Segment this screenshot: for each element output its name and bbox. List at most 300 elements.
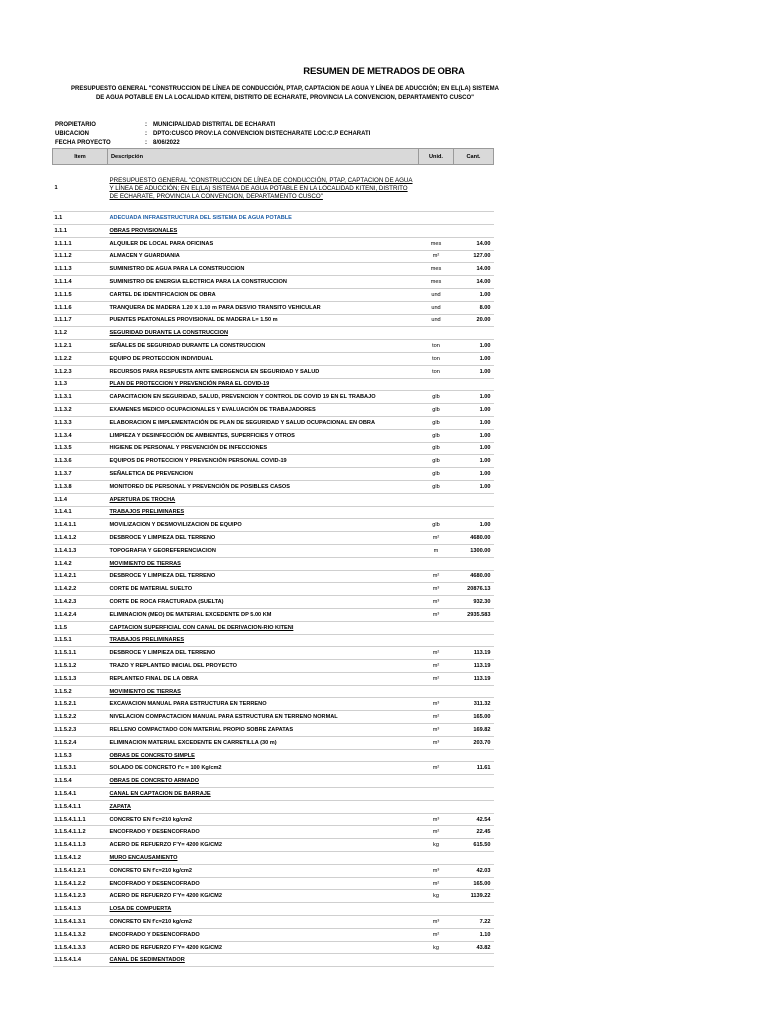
item-unit: m³ <box>419 813 454 826</box>
item-code: 1.1.5.4.1.2.2 <box>53 877 108 890</box>
table-row <box>53 877 494 890</box>
item-unit: ton <box>419 365 454 378</box>
item-description: EXCAVACION MANUAL PARA ESTRUCTURA EN TERRENO <box>108 698 419 711</box>
item-description: ACERO DE REFUERZO F'Y= 4200 KG/CM2 <box>108 839 419 852</box>
item-code: 1.1.5.2 <box>53 685 108 698</box>
item-description: TRAZO Y REPLANTEO INICIAL DEL PROYECTO <box>108 660 419 673</box>
item-unit: glb <box>419 404 454 417</box>
table-row <box>53 608 494 621</box>
item-description: RELLENO COMPACTADO CON MATERIAL PROPIO SOBRE ZAPATAS <box>108 724 419 737</box>
table-row <box>53 864 494 877</box>
item-unit <box>419 225 454 238</box>
item-code: 1.1.1.4 <box>53 276 108 289</box>
meta-colon: : <box>145 131 147 137</box>
item-code: 1.1.4.1.1 <box>53 519 108 532</box>
table-row <box>53 429 494 442</box>
table-row <box>53 672 494 685</box>
item-code: 1.1.5.4.1 <box>53 788 108 801</box>
table-row <box>53 404 494 417</box>
item-unit: mes <box>419 237 454 250</box>
item-code: 1.1.2.2 <box>53 352 108 365</box>
item-description: ELIMINACION (MEO) DE MATERIAL EXCEDENTE DP 5.00 KM <box>108 608 419 621</box>
item-description: MURO ENCAUSAMIENTO <box>108 852 419 865</box>
item-code: 1.1.5.3.1 <box>53 762 108 775</box>
table-row <box>53 519 494 532</box>
item-code: 1.1.1.2 <box>53 250 108 263</box>
item-unit: m² <box>419 672 454 685</box>
item-unit: glb <box>419 468 454 481</box>
item-unit: m² <box>419 928 454 941</box>
item-description: ACERO DE REFUERZO F'Y= 4200 KG/CM2 <box>108 941 419 954</box>
item-unit: m <box>419 544 454 557</box>
item-code: 1.1.2 <box>53 327 108 340</box>
table-row <box>53 327 494 340</box>
item-quantity <box>454 165 494 212</box>
table-row <box>53 903 494 916</box>
table-row <box>53 852 494 865</box>
table-row <box>53 391 494 404</box>
item-quantity: 8.00 <box>454 301 494 314</box>
item-code: 1.1.5.1.3 <box>53 672 108 685</box>
item-description: TRABAJOS PRELIMINARES <box>108 634 419 647</box>
item-description: NIVELACION COMPACTACION MANUAL PARA ESTRUCTURA EN TERRENO NORMAL <box>108 711 419 724</box>
item-description: TOPOGRAFIA Y GEOREFERENCIACION <box>108 544 419 557</box>
item-unit <box>419 852 454 865</box>
item-unit <box>419 327 454 340</box>
meta-label: UBICACION <box>55 131 89 137</box>
item-unit: glb <box>419 455 454 468</box>
item-quantity: 932.30 <box>454 596 494 609</box>
table-row <box>53 314 494 327</box>
table-row <box>53 775 494 788</box>
item-quantity <box>454 634 494 647</box>
item-description: DESBROCE Y LIMPIEZA DEL TERRENO <box>108 647 419 660</box>
item-quantity: 4680.00 <box>454 532 494 545</box>
table-row <box>53 225 494 238</box>
item-description: ENCOFRADO Y DESENCOFRADO <box>108 928 419 941</box>
item-description: TRANQUERA DE MADERA 1.20 X 1.10 m PARA DESVIO TRANSITO VEHICULAR <box>108 301 419 314</box>
item-quantity <box>454 327 494 340</box>
item-description: PRESUPUESTO GENERAL "CONSTRUCCION DE LÍNEA DE CONDUCCIÓN, PTAP, CAPTACION DE AGUA Y LÍNEA DE ADUCCIÓN; EN EL(LA) SISTEMA DE AGUA POTABLE EN LA LOCALIDAD KITENI, DISTRITO DE ECHARATE, PROVINCIA LA CONVENCION, DEPARTAMENTO CUSCO" <box>108 165 419 212</box>
item-code: 1.1.4.2.3 <box>53 596 108 609</box>
table-row <box>53 711 494 724</box>
header-description: Descripción <box>108 149 419 165</box>
item-unit <box>419 506 454 519</box>
item-description: ZAPATA <box>108 800 419 813</box>
item-quantity: 1.00 <box>454 391 494 404</box>
item-unit <box>419 165 454 212</box>
item-quantity: 1.00 <box>454 429 494 442</box>
item-description: CONCRETO EN f'c=210 kg/cm2 <box>108 813 419 826</box>
item-unit: ton <box>419 340 454 353</box>
item-quantity <box>454 685 494 698</box>
item-quantity: 127.00 <box>454 250 494 263</box>
table-row <box>53 544 494 557</box>
item-description: DESBROCE Y LIMPIEZA DEL TERRENO <box>108 532 419 545</box>
item-unit: kg <box>419 941 454 954</box>
item-code: 1.1.1.1 <box>53 237 108 250</box>
item-unit: glb <box>419 429 454 442</box>
item-code: 1.1.5.4.1.4 <box>53 954 108 967</box>
item-code: 1.1.3.7 <box>53 468 108 481</box>
item-quantity <box>454 852 494 865</box>
item-unit <box>419 557 454 570</box>
item-description: MOVIMIENTO DE TIERRAS <box>108 685 419 698</box>
item-code: 1.1.5.2.4 <box>53 736 108 749</box>
item-description: PLAN DE PROTECCION Y PREVENCIÓN PARA EL COVID-19 <box>108 378 419 391</box>
item-quantity <box>454 506 494 519</box>
item-code: 1.1.3.8 <box>53 480 108 493</box>
item-quantity: 14.00 <box>454 276 494 289</box>
item-unit <box>419 493 454 506</box>
item-unit <box>419 621 454 634</box>
table-row <box>53 928 494 941</box>
item-unit: m³ <box>419 583 454 596</box>
item-code: 1 <box>53 165 108 212</box>
table-row <box>53 378 494 391</box>
meta-label: PROPIETARIO <box>55 122 96 128</box>
table-row <box>53 762 494 775</box>
item-quantity <box>454 212 494 225</box>
item-quantity <box>454 788 494 801</box>
table-row <box>53 165 494 212</box>
table-row <box>53 301 494 314</box>
item-description: CONCRETO EN f'c=210 kg/cm2 <box>108 916 419 929</box>
table-row <box>53 954 494 967</box>
item-unit: m³ <box>419 608 454 621</box>
item-code: 1.1.4.1.2 <box>53 532 108 545</box>
table-row <box>53 570 494 583</box>
item-quantity <box>454 775 494 788</box>
item-unit: m³ <box>419 596 454 609</box>
table-row <box>53 596 494 609</box>
item-unit <box>419 212 454 225</box>
item-description: OBRAS DE CONCRETO ARMADO <box>108 775 419 788</box>
item-code: 1.1.3 <box>53 378 108 391</box>
item-description: MOVILIZACION Y DESMOVILIZACION DE EQUIPO <box>108 519 419 532</box>
table-row <box>53 621 494 634</box>
table-row <box>53 416 494 429</box>
item-code: 1.1.3.1 <box>53 391 108 404</box>
item-quantity: 43.82 <box>454 941 494 954</box>
table-row <box>53 698 494 711</box>
item-code: 1.1.5.4.1.3.3 <box>53 941 108 954</box>
item-code: 1.1.5.1 <box>53 634 108 647</box>
meta-value: MUNICIPALIDAD DISTRITAL DE ECHARATI <box>153 122 276 128</box>
item-description: EXAMENES MEDICO OCUPACIONALES Y EVALUACIÓN DE TRABAJADORES <box>108 404 419 417</box>
header-unit: Unid. <box>419 149 454 165</box>
item-quantity: 14.00 <box>454 263 494 276</box>
table-row <box>53 480 494 493</box>
item-description: OBRAS DE CONCRETO SIMPLE <box>108 749 419 762</box>
item-code: 1.1.3.2 <box>53 404 108 417</box>
meta-colon: : <box>145 122 147 128</box>
item-description: CANAL DE SEDIMENTADOR <box>108 954 419 967</box>
table-row <box>53 736 494 749</box>
item-quantity: 113.19 <box>454 672 494 685</box>
metrados-table <box>52 148 494 967</box>
item-description: ACERO DE REFUERZO F'Y= 4200 KG/CM2 <box>108 890 419 903</box>
item-quantity: 1.00 <box>454 455 494 468</box>
item-unit: und <box>419 288 454 301</box>
item-unit <box>419 634 454 647</box>
document-title: RESUMEN DE METRADOS DE OBRA <box>303 66 465 77</box>
item-code: 1.1.5.4.1.1 <box>53 800 108 813</box>
table-row <box>53 212 494 225</box>
item-quantity: 203.70 <box>454 736 494 749</box>
item-quantity: 165.00 <box>454 877 494 890</box>
item-code: 1.1.5.3 <box>53 749 108 762</box>
item-description: CAPTACION SUPERFICIAL CON CANAL DE DERIVACION-RIO KITENI <box>108 621 419 634</box>
item-quantity: 42.54 <box>454 813 494 826</box>
item-quantity: 1300.00 <box>454 544 494 557</box>
item-quantity <box>454 225 494 238</box>
item-code: 1.1.4.2.1 <box>53 570 108 583</box>
table-row <box>53 749 494 762</box>
item-code: 1.1.2.1 <box>53 340 108 353</box>
table-row <box>53 660 494 673</box>
item-unit <box>419 800 454 813</box>
item-description: MOVIMIENTO DE TIERRAS <box>108 557 419 570</box>
item-code: 1.1.1.6 <box>53 301 108 314</box>
item-code: 1.1.5.4.1.1.1 <box>53 813 108 826</box>
item-quantity: 1.00 <box>454 480 494 493</box>
item-description: SEÑALETICA DE PREVENCION <box>108 468 419 481</box>
table-row <box>53 813 494 826</box>
item-unit: m² <box>419 532 454 545</box>
meta-value: 8/06/2022 <box>153 140 180 146</box>
item-code: 1.1.2.3 <box>53 365 108 378</box>
table-row <box>53 250 494 263</box>
item-quantity: 169.82 <box>454 724 494 737</box>
item-code: 1.1.3.6 <box>53 455 108 468</box>
item-quantity: 1.00 <box>454 468 494 481</box>
item-code: 1.1.5.4 <box>53 775 108 788</box>
table-row <box>53 288 494 301</box>
item-code: 1.1.4.1.3 <box>53 544 108 557</box>
item-code: 1.1.5.2.1 <box>53 698 108 711</box>
item-code: 1.1.5.2.3 <box>53 724 108 737</box>
item-description: SUMINISTRO DE ENERGIA ELECTRICA PARA LA CONSTRUCCION <box>108 276 419 289</box>
document-subtitle: PRESUPUESTO GENERAL "CONSTRUCCION DE LÍNEA DE CONDUCCIÓN, PTAP, CAPTACION DE AGUA Y LÍNEA DE ADUCCIÓN; EN EL(LA) SISTEMA DE AGUA POTABLE EN LA LOCALIDAD KITENI, DISTRITO DE ECHARATE, PROVINCIA LA CONVENCION, DEPARTAMENTO CUSCO" <box>71 86 499 101</box>
table-row <box>53 647 494 660</box>
table-row <box>53 890 494 903</box>
table-row <box>53 557 494 570</box>
item-quantity: 1.00 <box>454 416 494 429</box>
project-metadata <box>55 121 473 148</box>
item-description: ENCOFRADO Y DESENCOFRADO <box>108 826 419 839</box>
item-description: SUMINISTRO DE AGUA PARA LA CONSTRUCCION <box>108 263 419 276</box>
item-code: 1.1.3.3 <box>53 416 108 429</box>
item-unit: m³ <box>419 916 454 929</box>
item-quantity: 14.00 <box>454 237 494 250</box>
item-code: 1.1.4.1 <box>53 506 108 519</box>
item-quantity: 1.00 <box>454 519 494 532</box>
item-quantity: 1.00 <box>454 404 494 417</box>
item-unit <box>419 378 454 391</box>
table-row <box>53 634 494 647</box>
item-quantity: 42.03 <box>454 864 494 877</box>
item-unit: m³ <box>419 698 454 711</box>
table-row <box>53 276 494 289</box>
item-description: LIMPIEZA Y DESINFECCIÓN DE AMBIENTES, SUPERFICIES Y OTROS <box>108 429 419 442</box>
table-row <box>53 352 494 365</box>
item-unit <box>419 685 454 698</box>
item-description: ELIMINACION MATERIAL EXCEDENTE EN CARRETILLA (30 m) <box>108 736 419 749</box>
item-unit: m² <box>419 570 454 583</box>
item-description: ENCOFRADO Y DESENCOFRADO <box>108 877 419 890</box>
item-unit: m² <box>419 711 454 724</box>
table-row <box>53 237 494 250</box>
table-row <box>53 788 494 801</box>
item-quantity: 113.19 <box>454 660 494 673</box>
item-quantity: 1.10 <box>454 928 494 941</box>
item-code: 1.1.4 <box>53 493 108 506</box>
item-description: SEÑALES DE SEGURIDAD DURANTE LA CONSTRUCCION <box>108 340 419 353</box>
item-quantity <box>454 749 494 762</box>
item-description: SOLADO DE CONCRETO f'c = 100 Kg/cm2 <box>108 762 419 775</box>
table-row <box>53 685 494 698</box>
item-unit: und <box>419 301 454 314</box>
item-description: EQUIPO DE PROTECCION INDIVIDUAL <box>108 352 419 365</box>
item-unit <box>419 903 454 916</box>
table-row <box>53 340 494 353</box>
item-description: ALMACEN Y GUARDIANIA <box>108 250 419 263</box>
item-description: REPLANTEO FINAL DE LA OBRA <box>108 672 419 685</box>
table-header-row <box>53 149 494 165</box>
item-quantity: 22.45 <box>454 826 494 839</box>
item-description: PUENTES PEATONALES PROVISIONAL DE MADERA L= 1.50 m <box>108 314 419 327</box>
item-unit: glb <box>419 519 454 532</box>
item-quantity: 1.00 <box>454 365 494 378</box>
item-unit: m² <box>419 647 454 660</box>
item-quantity <box>454 954 494 967</box>
item-code: 1.1.3.4 <box>53 429 108 442</box>
item-unit: m² <box>419 826 454 839</box>
table-row <box>53 493 494 506</box>
item-description: EQUIPOS DE PROTECCION Y PREVENCIÓN PERSONAL COVID-19 <box>108 455 419 468</box>
item-unit: m³ <box>419 724 454 737</box>
meta-row-owner <box>55 121 473 130</box>
meta-colon: : <box>145 140 147 146</box>
item-quantity: 7.22 <box>454 916 494 929</box>
table-row <box>53 263 494 276</box>
table-row <box>53 532 494 545</box>
item-quantity: 1.00 <box>454 340 494 353</box>
table-row <box>53 365 494 378</box>
item-code: 1.1.4.2.4 <box>53 608 108 621</box>
item-quantity <box>454 493 494 506</box>
meta-row-date <box>55 139 473 148</box>
item-quantity: 2935.583 <box>454 608 494 621</box>
item-code: 1.1 <box>53 212 108 225</box>
item-code: 1.1.5.4.1.1.2 <box>53 826 108 839</box>
item-unit <box>419 954 454 967</box>
item-unit: m² <box>419 877 454 890</box>
item-description: APERTURA DE TROCHA <box>108 493 419 506</box>
item-quantity: 4680.00 <box>454 570 494 583</box>
item-unit: glb <box>419 416 454 429</box>
item-unit <box>419 749 454 762</box>
item-description: RECURSOS PARA RESPUESTA ANTE EMERGENCIA EN SEGURIDAD Y SALUD <box>108 365 419 378</box>
item-unit <box>419 788 454 801</box>
item-quantity: 113.19 <box>454 647 494 660</box>
table-row <box>53 724 494 737</box>
item-quantity: 1.00 <box>454 442 494 455</box>
item-description: ELABORACION E IMPLEMENTACIÓN DE PLAN DE SEGURIDAD Y SALUD OCUPACIONAL EN OBRA <box>108 416 419 429</box>
item-quantity: 1.00 <box>454 288 494 301</box>
item-quantity: 615.50 <box>454 839 494 852</box>
table-row <box>53 468 494 481</box>
item-code: 1.1.3.5 <box>53 442 108 455</box>
item-code: 1.1.5 <box>53 621 108 634</box>
item-code: 1.1.4.2.2 <box>53 583 108 596</box>
item-description: CANAL EN CAPTACION DE BARRAJE <box>108 788 419 801</box>
meta-value: DPTO:CUSCO PROV:LA CONVENCION DISTECHARATE LOC:C.P ECHARATI <box>153 131 371 137</box>
item-description: MONITOREO DE PERSONAL Y PREVENCIÓN DE POSIBLES CASOS <box>108 480 419 493</box>
table-body <box>53 165 494 967</box>
item-quantity <box>454 557 494 570</box>
table-row <box>53 839 494 852</box>
item-unit: ton <box>419 352 454 365</box>
item-description: CONCRETO EN f'c=210 kg/cm2 <box>108 864 419 877</box>
item-description: OBRAS PROVISIONALES <box>108 225 419 238</box>
item-quantity: 11.61 <box>454 762 494 775</box>
item-description: HIGIENE DE PERSONAL Y PREVENCIÓN DE INFECCIONES <box>108 442 419 455</box>
table-row <box>53 442 494 455</box>
item-unit: m² <box>419 660 454 673</box>
item-quantity: 1.00 <box>454 352 494 365</box>
item-unit: glb <box>419 391 454 404</box>
item-quantity: 1139.22 <box>454 890 494 903</box>
table-row <box>53 800 494 813</box>
item-code: 1.1.5.1.1 <box>53 647 108 660</box>
item-quantity: 20876.13 <box>454 583 494 596</box>
item-description: CORTE DE MATERIAL SUELTO <box>108 583 419 596</box>
item-unit: m³ <box>419 736 454 749</box>
item-unit <box>419 775 454 788</box>
item-description: LOSA DE COMPUERTA <box>108 903 419 916</box>
item-code: 1.1.1.7 <box>53 314 108 327</box>
item-quantity <box>454 378 494 391</box>
item-description: DESBROCE Y LIMPIEZA DEL TERRENO <box>108 570 419 583</box>
item-code: 1.1.5.4.1.2.1 <box>53 864 108 877</box>
item-description: ADECUADA INFRAESTRUCTURA DEL SISTEMA DE AGUA POTABLE <box>108 212 419 225</box>
item-code: 1.1.5.4.1.3.2 <box>53 928 108 941</box>
header-item: Item <box>53 149 108 165</box>
item-code: 1.1.5.4.1.2 <box>53 852 108 865</box>
item-unit: kg <box>419 839 454 852</box>
item-description: TRABAJOS PRELIMINARES <box>108 506 419 519</box>
table-row <box>53 583 494 596</box>
item-unit: kg <box>419 890 454 903</box>
item-quantity: 165.00 <box>454 711 494 724</box>
item-code: 1.1.5.4.1.3.1 <box>53 916 108 929</box>
item-code: 1.1.5.2.2 <box>53 711 108 724</box>
item-description: CAPACITACION EN SEGURIDAD, SALUD, PREVENCION Y CONTROL DE COVID 19 EN EL TRABAJO <box>108 391 419 404</box>
item-unit: mes <box>419 276 454 289</box>
table-row <box>53 826 494 839</box>
item-description: CARTEL DE IDENTIFICACION DE OBRA <box>108 288 419 301</box>
meta-label: FECHA PROYECTO <box>55 140 111 146</box>
meta-row-location <box>55 130 473 139</box>
item-quantity: 20.00 <box>454 314 494 327</box>
item-code: 1.1.1 <box>53 225 108 238</box>
item-code: 1.1.5.4.1.2.3 <box>53 890 108 903</box>
item-quantity <box>454 800 494 813</box>
item-unit: und <box>419 314 454 327</box>
item-quantity <box>454 621 494 634</box>
